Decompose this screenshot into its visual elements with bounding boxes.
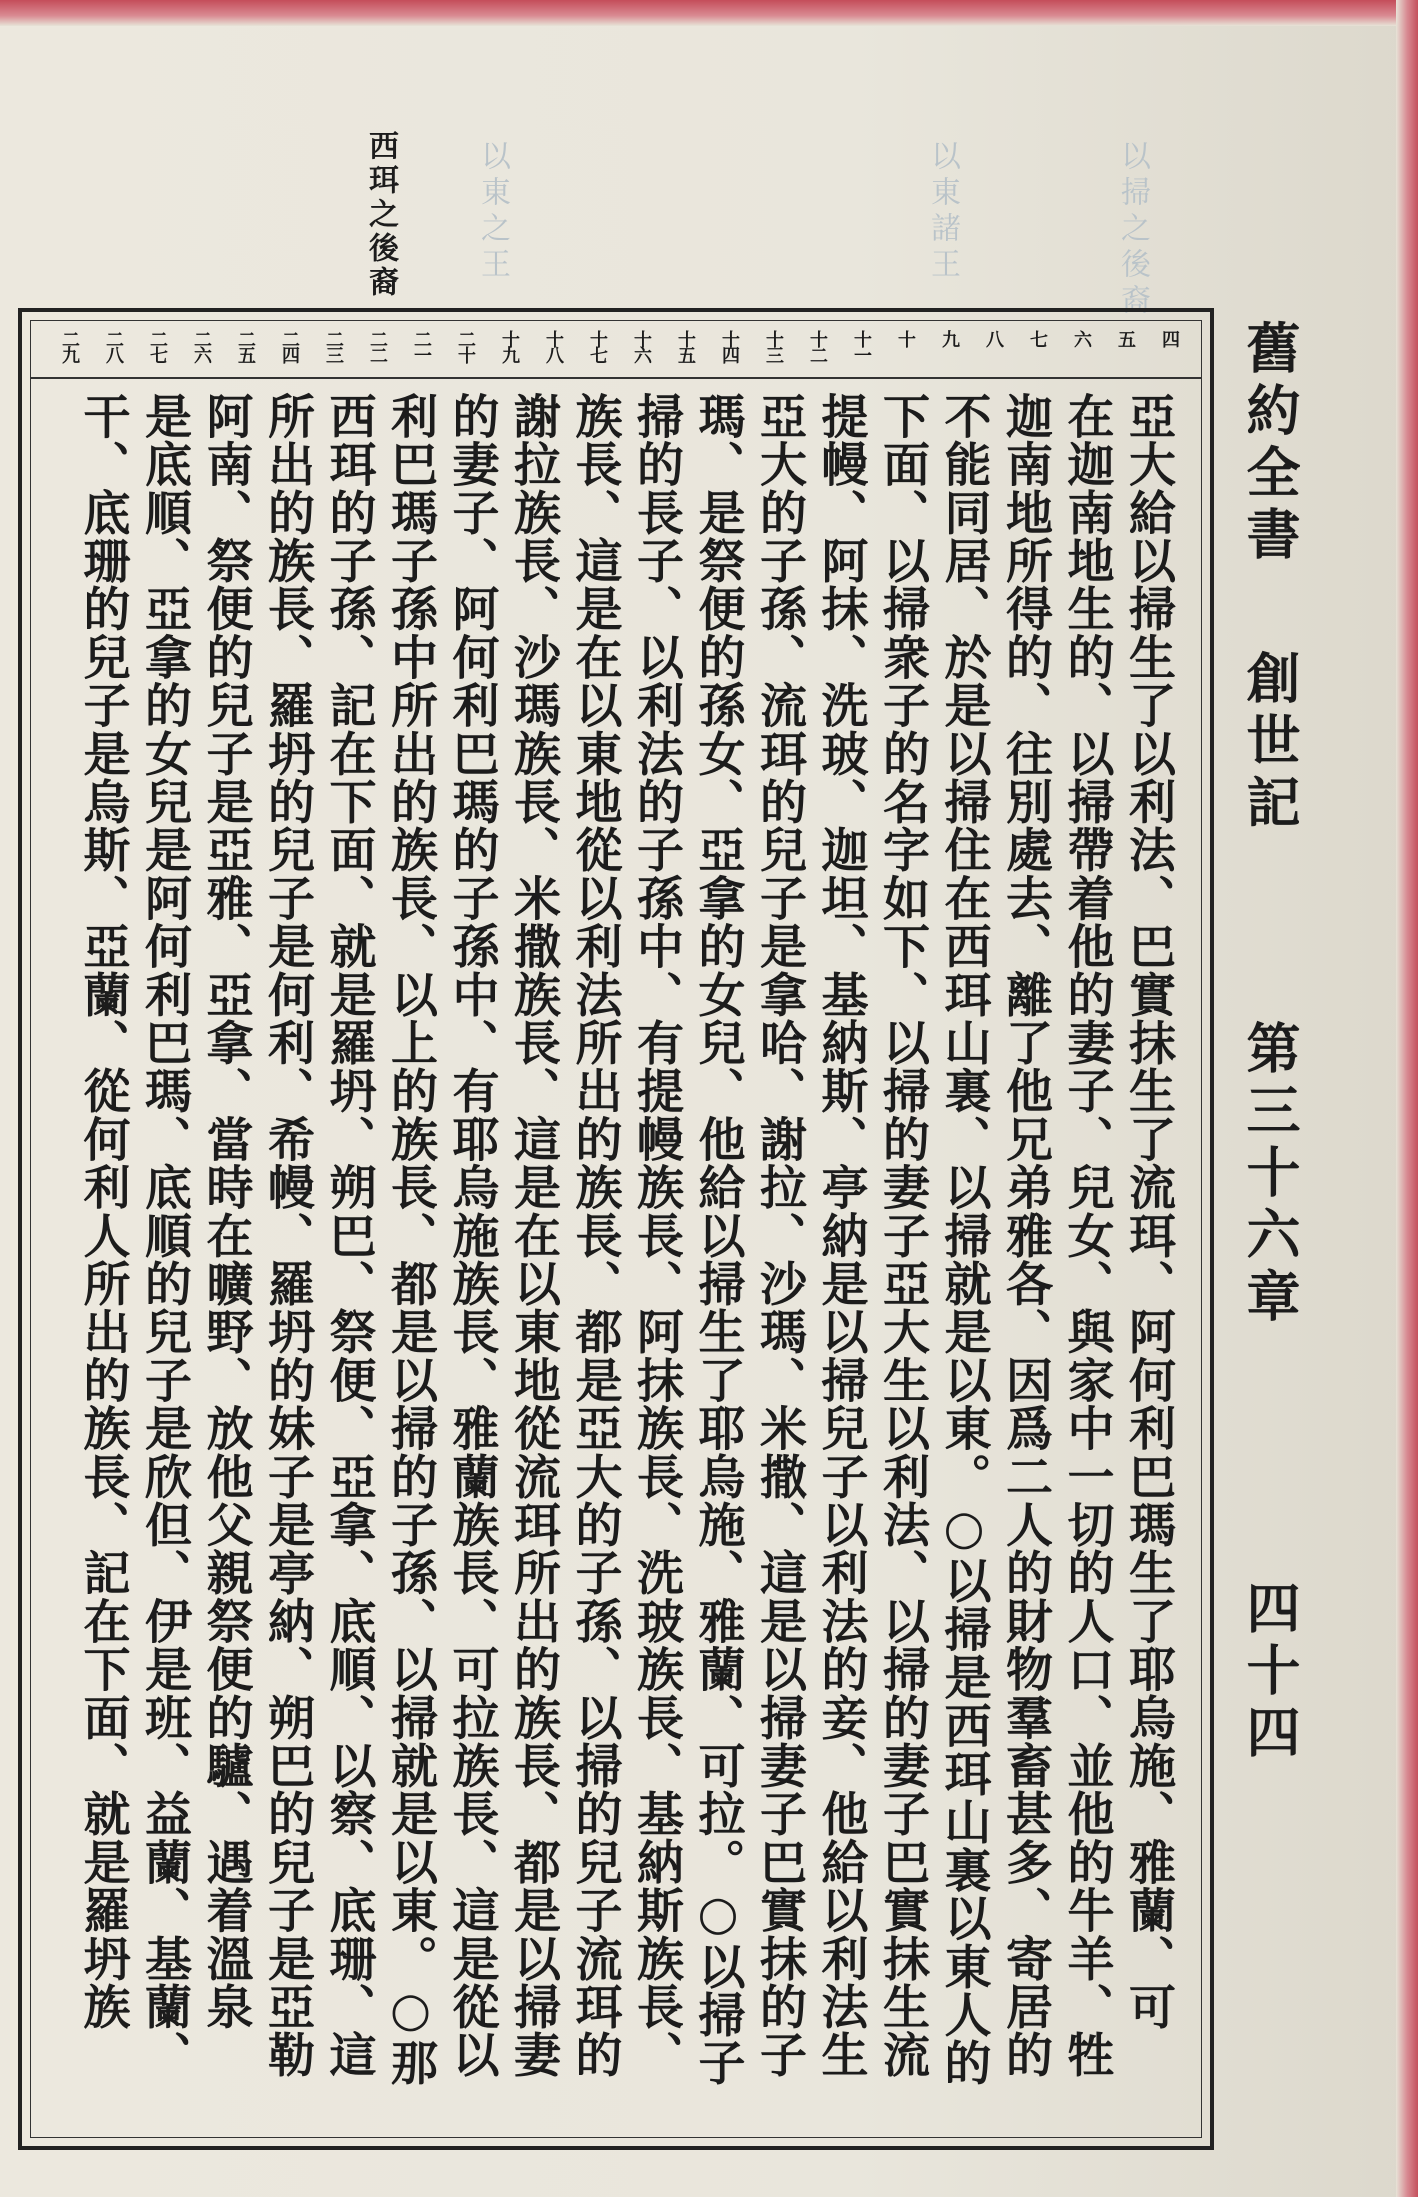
book-name: 創世記 [1238,650,1302,836]
text-column: 西珥的子孫、記在下面、就是羅坍、朔巴、祭便、亞拿、底順、以察、底珊、這 [321,392,377,2079]
verse-number: 六 [1071,330,1092,346]
text-column: 的妻子、阿何利巴瑪的子孫中、有耶烏施族長、雅蘭族長、可拉族長、這是從以 [444,392,500,2079]
page-number: 四十四 [1238,1580,1302,1766]
verse-number: 二五 [235,330,256,362]
page-edge-top [0,0,1418,26]
verse-number: 九 [939,330,960,346]
margin-note: 西珥之後裔 [363,130,398,300]
book-title: 舊約全書 [1238,320,1302,568]
text-column: 亞大的子孫、流珥的兒子是拿哈、謝拉、沙瑪、米撒、這是以掃妻子巴實抹的子 [752,392,807,2079]
verse-number: 十 [895,330,916,346]
text-column: 亞大給以掃生了以利法、巴實抹生了流珥、阿何利巴瑪生了耶烏施、雅蘭、可 [1121,392,1176,2031]
text-column: 瑪、是祭便的孫女、亞拿的女兒、他給以掃生了耶烏施、雅蘭、可拉。○以掃子 [690,392,746,2087]
text-column: 下面、以掃衆子的名字如下、以掃的妻子亞大生以利法、以掃的妻子巴實抹生流 [875,392,930,2079]
verse-number: 二二 [367,330,388,362]
verse-number-row [40,330,1190,374]
text-column: 阿南、祭便的兒子是亞雅、亞拿、當時在曠野、放他父親祭便的驢、遇着溫泉 [198,392,254,2031]
verse-number: 十二 [807,330,828,362]
verse-number: 十一 [851,330,872,362]
verse-number: 二三 [323,330,344,362]
verse-number: 十六 [631,330,652,362]
chapter-heading: 第三十六章 [1238,1020,1302,1330]
verse-number: 二六 [191,330,212,362]
verse-number: 二十 [455,330,476,362]
verse-number: 二一 [411,330,432,362]
verse-number: 十八 [543,330,564,362]
verse-number: 十四 [719,330,740,362]
text-column: 所出的族長、羅坍的兒子是何利、希幔、羅坍的妹子是亭納、朔巴的兒子是亞勒 [260,392,315,2079]
verse-number: 十五 [675,330,696,362]
verse-number: 八 [983,330,1004,346]
running-header [1232,320,1302,2020]
verse-number: 二四 [279,330,300,362]
text-column: 迦南地所得的、往別處去、離了他兄弟雅各、因爲二人的財物羣畜甚多、寄居的 [998,392,1053,2079]
bleed-through-text: 以掃之後裔 [1115,140,1150,320]
verse-number: 五 [1115,330,1136,346]
text-column: 掃的長子、以利法的子孫中、有提幔族長、阿抹族長、洗玻族長、基納斯族長、 [629,392,684,2079]
verse-number: 十七 [587,330,608,362]
bleed-through-text: 以東諸王 [925,140,960,284]
text-column: 謝拉族長、沙瑪族長、米撒族長、這是在以東地從流珥所出的族長、都是以掃妻 [506,392,561,2079]
verse-number-divider [30,377,1202,379]
text-column: 在迦南地生的、以掃帶着他的妻子、兒女、與家中一切的人口、並他的牛羊、牲 [1059,392,1115,2079]
verse-number: 二七 [147,330,168,362]
page-edge-right [1396,0,1418,2197]
verse-number: 十九 [499,330,520,362]
text-column: 提幔、阿抹、洗玻、迦坦、基納斯、亭納是以掃兒子以利法的妾、他給以利法生 [813,392,869,2079]
text-column: 不能同居、於是以掃住在西珥山裏、以掃就是以東。○以掃是西珥山裏以東人的 [936,392,992,2087]
verse-number: 二八 [103,330,124,362]
verse-number: 十三 [763,330,784,362]
verse-number: 七 [1027,330,1048,346]
text-column: 是底順、亞拿的女兒是阿何利巴瑪、底順的兒子是欣但、伊是班、益蘭、基蘭、 [137,392,192,2079]
verse-number: 四 [1159,330,1180,346]
text-column: 利巴瑪子孫中所出的族長、以上的族長、都是以掃的子孫、以掃就是以東。○那 [383,392,438,2087]
bleed-through-text: 以東之王 [475,140,510,284]
verse-number: 二九 [59,330,80,362]
text-column: 干、底珊的兒子是烏斯、亞蘭、從何利人所出的族長、記在下面、就是羅坍族 [75,392,131,2031]
text-column: 族長、這是在以東地從以利法所出的族長、都是亞大的子孫、以掃的兒子流珥的 [567,392,623,2079]
